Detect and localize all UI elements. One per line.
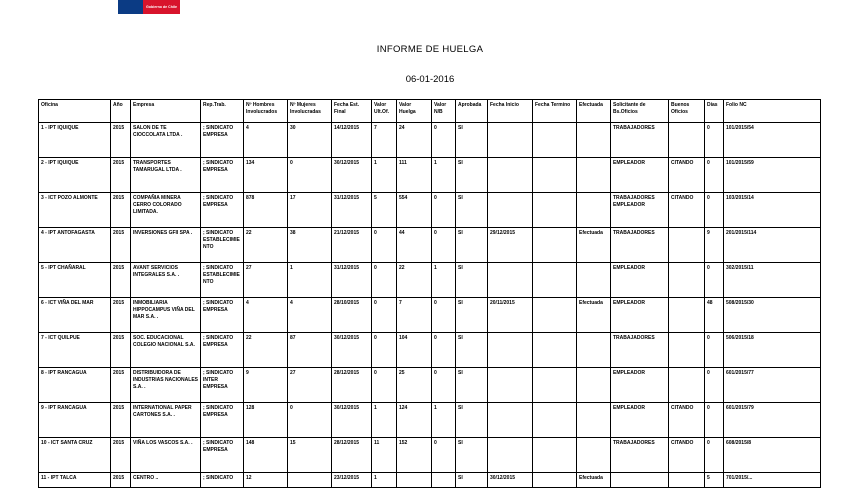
column-header: Fecha Termino [533,100,577,123]
table-cell: 2015 [111,473,131,488]
table-cell: 27 [244,263,288,298]
column-header: Año [111,100,131,123]
table-cell: 4 [288,298,332,333]
table-cell: 30/12/2015 [332,403,372,438]
table-cell [533,263,577,298]
table-cell: 4 [244,298,288,333]
table-cell: 2015 [111,298,131,333]
table-cell: 0 [372,333,397,368]
table-cell: 0 [432,298,456,333]
table-cell: DISTRIBUIDORA DE INDUSTRIAS NACIONALES S.A. . [131,368,201,403]
table-cell: TRANSPORTES TAMARUGAL LTDA . [131,158,201,193]
table-cell: 104 [397,333,432,368]
table-cell: SI [456,193,488,228]
column-header: Efectuada [577,100,611,123]
table-cell: 3 - ICT POZO ALMONTE [39,193,111,228]
table-cell: 148 [244,438,288,473]
table-cell: TRABAJADORES EMPLEADOR [611,193,669,228]
table-header-row [39,100,821,123]
table-cell: 38 [288,228,332,263]
table-cell: 601/2015/77 [724,368,821,403]
column-header: Nº Hombres Involucrados [244,100,288,123]
table-cell: SI [456,263,488,298]
table-cell: ; SINDICATO EMPRESA [201,438,244,473]
table-cell: SI [456,473,488,488]
table-cell: 2015 [111,403,131,438]
table-cell [611,473,669,488]
table-cell: 29/12/2015 [488,228,533,263]
table-cell: INTERNATIONAL PAPER CARTONES S.A. . [131,403,201,438]
table-cell: ; SINDICATO EMPRESA [201,158,244,193]
column-header: Valor N/B [432,100,456,123]
table-cell: SI [456,368,488,403]
table-cell: 0 [432,193,456,228]
table-cell: 701/2015/... [724,473,821,488]
table-cell [669,263,705,298]
column-header: Buenos Oficios [669,100,705,123]
table-cell: 4 - IPT ANTOFAGASTA [39,228,111,263]
table-cell: 0 [372,298,397,333]
table-cell [432,473,456,488]
table-cell: 1 [432,158,456,193]
table-cell [488,158,533,193]
logo-text: Gobierno de Chile [143,0,180,14]
table-cell: 508/2015/30 [724,298,821,333]
table-cell: 30 [288,123,332,158]
table-cell: 6 - ICT VIÑA DEL MAR [39,298,111,333]
table-cell [533,298,577,333]
table-cell: 5 - IPT CHAÑARAL [39,263,111,298]
table-row [39,263,821,298]
table-cell: 0 [432,333,456,368]
table-cell: CITANDO [669,403,705,438]
table-cell: 44 [397,228,432,263]
table-cell [488,333,533,368]
table-cell: 14/12/2015 [332,123,372,158]
table-row [39,123,821,158]
table-cell: 5 [372,193,397,228]
table-cell [488,403,533,438]
table-cell: 0 [432,228,456,263]
table-cell [488,193,533,228]
table-cell: SI [456,333,488,368]
table-cell: TRABAJADORES [611,228,669,263]
table-cell: ; SINDICATO INTER EMPRESA [201,368,244,403]
table-cell: 0 [288,158,332,193]
table-cell: CITANDO [669,193,705,228]
column-header: Folio NC [724,100,821,123]
table-cell [533,123,577,158]
table-cell: 30/12/2015 [332,158,372,193]
table-cell: 554 [397,193,432,228]
table-cell: SI [456,228,488,263]
table-cell: 87 [288,333,332,368]
table-cell: ; SINDICATO EMPRESA [201,193,244,228]
table-row [39,298,821,333]
table-cell [669,298,705,333]
table-cell: EMPLEADOR [611,263,669,298]
table-cell: 21/12/2015 [332,228,372,263]
table-cell: 1 - IPT IQUIQUE [39,123,111,158]
table-cell: 0 [705,333,724,368]
table-cell: Efectuada [577,228,611,263]
table-cell [533,333,577,368]
table-cell: INMOBILIARIA HIPPOCAMPUS VIÑA DEL MAR S.A. . [131,298,201,333]
table-cell: 7 - ICT QUILPUE [39,333,111,368]
table-cell: 0 [372,368,397,403]
table-cell [488,368,533,403]
table-cell [533,158,577,193]
column-header: Valor Huelga [397,100,432,123]
table-cell: 2015 [111,193,131,228]
table-cell: EMPLEADOR [611,158,669,193]
table-cell: 601/2015/79 [724,403,821,438]
table-cell: SI [456,158,488,193]
table-cell: 1 [372,473,397,488]
table-cell [488,123,533,158]
table-cell: 2015 [111,333,131,368]
table-cell [669,473,705,488]
logo-blue-block [118,0,143,14]
table-cell: 101/2015/59 [724,158,821,193]
table-cell: 0 [432,123,456,158]
table-cell: 1 [432,263,456,298]
table-cell: 2015 [111,263,131,298]
table-cell: 0 [432,368,456,403]
table-cell: INVERSIONES GFII SPA . [131,228,201,263]
table-cell: Efectuada [577,298,611,333]
table-cell: ; SINDICATO EMPRESA [201,298,244,333]
table-row [39,473,821,488]
table-cell: 0 [705,123,724,158]
table-cell: AVANT SERVICIOS INTEGRALES S.A. . [131,263,201,298]
column-header: Oficina [39,100,111,123]
table-cell: 30/12/2015 [488,473,533,488]
table-cell [533,193,577,228]
report-title: INFORME DE HUELGA [376,44,484,55]
table-cell [669,123,705,158]
table-cell: 27 [288,368,332,403]
table-cell [577,403,611,438]
table-cell [577,263,611,298]
column-header: Solicitante de Bs.Oficios [611,100,669,123]
report-date: 06-01-2016 [405,74,455,85]
table-cell: 4 [244,123,288,158]
table-cell: 506/2015/18 [724,333,821,368]
table-cell: 0 [372,263,397,298]
table-cell: 31/12/2015 [332,193,372,228]
column-header: Fecha Inicio [488,100,533,123]
table-cell [577,193,611,228]
table-cell: 2015 [111,123,131,158]
table-cell: 111 [397,158,432,193]
table-cell: SI [456,298,488,333]
table-cell: ; SINDICATO EMPRESA [201,403,244,438]
table-cell: 20/11/2015 [488,298,533,333]
table-cell: 25 [397,368,432,403]
column-header: Nº Mujeres Involucradas [288,100,332,123]
table-cell: ; SINDICATO [201,473,244,488]
table-cell: 28/10/2015 [332,298,372,333]
table-cell [577,123,611,158]
table-cell: 124 [397,403,432,438]
table-cell: 22 [244,228,288,263]
table-cell: 101/2015/54 [724,123,821,158]
table-cell: 608/2015/8 [724,438,821,473]
table-row [39,228,821,263]
table-row [39,158,821,193]
table-cell [488,438,533,473]
table-cell: 0 [705,263,724,298]
table-cell [577,158,611,193]
table-cell: 0 [705,438,724,473]
table-cell: 22 [397,263,432,298]
table-row [39,368,821,403]
table-cell: CITANDO [669,158,705,193]
table-row [39,193,821,228]
table-row [39,438,821,473]
table-cell: SI [456,403,488,438]
table-cell: VIÑA LOS VASCOS S.A. . [131,438,201,473]
table-cell [533,473,577,488]
table-cell: Efectuada [577,473,611,488]
table-cell: 9 [705,228,724,263]
table-cell [669,368,705,403]
table-cell: 0 [288,403,332,438]
table-cell: 28/12/2015 [332,368,372,403]
strike-report-table [38,99,821,488]
column-header: Días [705,100,724,123]
table-row [39,403,821,438]
table-cell [669,228,705,263]
table-cell [288,473,332,488]
table-cell: CITANDO [669,438,705,473]
gobierno-logo [118,0,180,14]
table-cell: 17 [288,193,332,228]
table-cell: 0 [705,193,724,228]
table-cell: EMPLEADOR [611,368,669,403]
table-cell: 24 [397,123,432,158]
table-cell: 2015 [111,368,131,403]
table-cell: 152 [397,438,432,473]
table-cell: 0 [705,368,724,403]
table-cell: ; SINDICATO EMPRESA [201,123,244,158]
table-cell [577,438,611,473]
table-body [39,123,821,488]
column-header: Aprobada [456,100,488,123]
table-cell: SOC. EDUCACIONAL COLEGIO NACIONAL S.A. [131,333,201,368]
table-cell: 5 [705,473,724,488]
column-header: Valor Ult.Of. [372,100,397,123]
table-cell: EMPLEADOR [611,403,669,438]
column-header: Rep.Trab. [201,100,244,123]
table-cell: COMPAÑIA MINERA CERRO COLORADO LIMITADA. [131,193,201,228]
table-cell: 1 [372,158,397,193]
table-cell: SI [456,123,488,158]
table-cell: SI [456,438,488,473]
table-cell [533,403,577,438]
table-cell [577,333,611,368]
table-cell: 1 [372,403,397,438]
table-row [39,333,821,368]
table-cell: 1 [432,403,456,438]
table-cell: 103/2015/14 [724,193,821,228]
table-cell: 7 [397,298,432,333]
table-cell: 30/12/2015 [332,333,372,368]
table-cell [577,368,611,403]
table-cell: 12 [244,473,288,488]
table-cell: 1 [288,263,332,298]
table-cell: EMPLEADOR [611,298,669,333]
table-cell [533,368,577,403]
table-cell: ; SINDICATO EMPRESA [201,333,244,368]
table-cell: ; SINDICATO ESTABLECIMIENTO [201,228,244,263]
table-cell: 302/2015/11 [724,263,821,298]
table-cell: TRABAJADORES [611,438,669,473]
table-cell: CENTRO .. [131,473,201,488]
table-cell: 9 - IPT RANCAGUA [39,403,111,438]
table-cell: SALON DE TE CIOCCOLATA LTDA . [131,123,201,158]
table-cell: 0 [372,228,397,263]
table-cell: TRABAJADORES [611,123,669,158]
table-cell [533,438,577,473]
table-cell [397,473,432,488]
table-cell: 11 [372,438,397,473]
table-cell: 11 - IPT TALCA [39,473,111,488]
table-cell: 2015 [111,158,131,193]
table-cell: 0 [705,158,724,193]
table-cell: ; SINDICATO ESTABLECIMIENTO [201,263,244,298]
table-cell: 23/12/2015 [332,473,372,488]
table-cell: 128 [244,403,288,438]
table-cell: 7 [372,123,397,158]
column-header: Fecha Est. Final [332,100,372,123]
table-cell: 2015 [111,228,131,263]
column-header: Empresa [131,100,201,123]
table-cell: 28/12/2015 [332,438,372,473]
table-cell: 134 [244,158,288,193]
table-cell [533,228,577,263]
table-cell: 31/12/2015 [332,263,372,298]
table-cell: 22 [244,333,288,368]
table-cell: 15 [288,438,332,473]
table-cell: TRABAJADORES [611,333,669,368]
table-cell [488,263,533,298]
table-cell: 878 [244,193,288,228]
table-cell: 0 [705,403,724,438]
table-cell: 2015 [111,438,131,473]
table-cell: 10 - ICT SANTA CRUZ [39,438,111,473]
table-cell: 2 - IPT IQUIQUE [39,158,111,193]
table-cell: 48 [705,298,724,333]
table-cell [669,333,705,368]
table-cell: 0 [432,438,456,473]
table-cell: 8 - IPT RANCAGUA [39,368,111,403]
table-cell: 201/2015/114 [724,228,821,263]
table-cell: 9 [244,368,288,403]
